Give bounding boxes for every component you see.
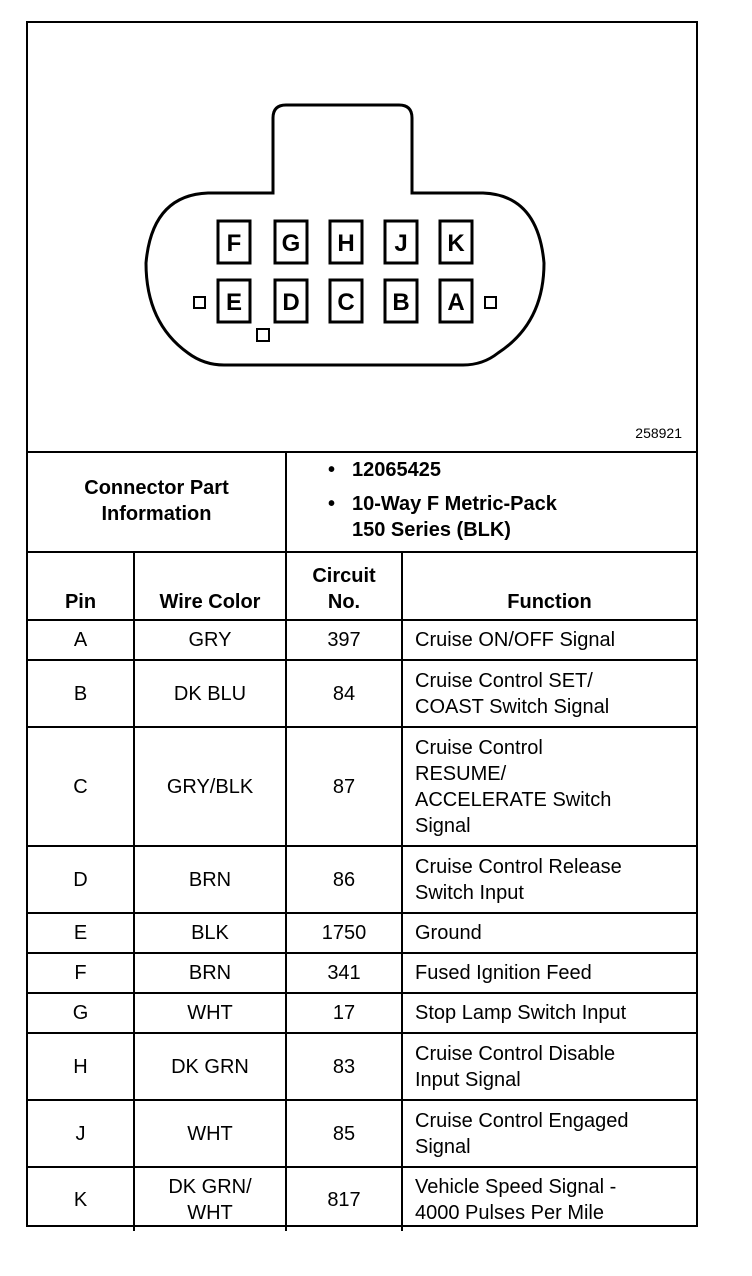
- function-cell: [402, 620, 696, 660]
- wire-color-line: DK GRN/: [168, 1175, 252, 1198]
- connector-face-drawing: [28, 23, 696, 451]
- function-cell: [402, 993, 696, 1033]
- header-pin: Pin: [28, 552, 134, 620]
- pin-cavity-label: E: [225, 289, 243, 316]
- bullet-dot: •: [328, 493, 336, 515]
- wire-color-line: GRY: [188, 629, 232, 651]
- connector-diagram: [28, 23, 696, 453]
- function-cell: [402, 1167, 696, 1231]
- wire-color-cell: [134, 1100, 286, 1167]
- function-line: Signal: [415, 1135, 471, 1158]
- connector-description-line2: 150 Series (BLK): [352, 519, 511, 541]
- circuit-number-cell: 87: [286, 727, 402, 846]
- pin-row: [28, 727, 696, 846]
- function-line: Cruise Control: [415, 736, 543, 759]
- circuit-number-cell: 341: [286, 953, 402, 993]
- pin-table-body: [28, 620, 696, 1231]
- pin-cell: C: [28, 727, 134, 846]
- pin-cavity-label: J: [394, 230, 408, 257]
- function-line: ACCELERATE Switch: [415, 788, 612, 811]
- header-circuit-line1: Circuit: [312, 565, 376, 587]
- info-label-line2: Information: [101, 503, 212, 525]
- circuit-number-cell: 83: [286, 1033, 402, 1100]
- function-line: Fused Ignition Feed: [415, 962, 592, 984]
- pin-cell: A: [28, 620, 134, 660]
- function-line: RESUME/: [415, 762, 507, 785]
- wire-color-cell: [134, 913, 286, 953]
- pin-table-header-row: [28, 552, 696, 620]
- wire-color-line: WHT: [187, 1201, 233, 1224]
- function-line: Signal: [415, 814, 471, 837]
- pin-cavity-label: F: [226, 230, 242, 257]
- function-cell: [402, 1033, 696, 1100]
- pin-cavity-label: A: [447, 289, 465, 316]
- pin-row: [28, 1033, 696, 1100]
- wire-color-line: DK GRN: [171, 1055, 249, 1078]
- circuit-number-cell: 84: [286, 660, 402, 727]
- info-bullet-item: [328, 491, 688, 543]
- pin-row: [28, 620, 696, 660]
- function-line: 4000 Pulses Per Mile: [415, 1201, 604, 1224]
- pin-cell: G: [28, 993, 134, 1033]
- pin-cavity-label: C: [337, 289, 355, 316]
- function-line: Stop Lamp Switch Input: [415, 1002, 627, 1024]
- pin-cavity-label: D: [282, 289, 300, 316]
- pin-cell: B: [28, 660, 134, 727]
- wire-color-cell: [134, 1033, 286, 1100]
- function-line: Ground: [415, 922, 482, 944]
- pin-cavity-label: G: [281, 230, 301, 257]
- function-cell: [402, 846, 696, 913]
- info-bullet-list: [328, 457, 688, 551]
- circuit-number-cell: 86: [286, 846, 402, 913]
- circuit-number-cell: 17: [286, 993, 402, 1033]
- function-line: Cruise ON/OFF Signal: [415, 629, 616, 651]
- function-line: Input Signal: [415, 1068, 521, 1091]
- figure-number: 258921: [635, 425, 682, 441]
- wire-color-line: GRY/BLK: [166, 775, 254, 798]
- pin-cell: J: [28, 1100, 134, 1167]
- info-label: [28, 451, 287, 551]
- function-line: Cruise Control Release: [415, 855, 622, 878]
- wire-color-line: WHT: [187, 1122, 233, 1145]
- function-cell: [402, 1100, 696, 1167]
- circuit-number-cell: 85: [286, 1100, 402, 1167]
- function-line: Vehicle Speed Signal -: [415, 1175, 617, 1198]
- pin-row: [28, 1100, 696, 1167]
- wire-color-cell: [134, 660, 286, 727]
- pin-row: [28, 913, 696, 953]
- pin-cell: D: [28, 846, 134, 913]
- pin-row: [28, 993, 696, 1033]
- pin-cavity-label: B: [392, 289, 410, 316]
- bullet-dot: •: [328, 459, 336, 481]
- wire-color-cell: [134, 993, 286, 1033]
- function-line: Cruise Control Engaged: [415, 1109, 629, 1132]
- circuit-number-cell: 817: [286, 1167, 402, 1231]
- key-square-right: [485, 297, 496, 308]
- pin-cell: H: [28, 1033, 134, 1100]
- wire-color-line: BRN: [188, 962, 232, 984]
- pin-row: [28, 953, 696, 993]
- function-line: Switch Input: [415, 881, 524, 904]
- wire-color-cell: [134, 846, 286, 913]
- wire-color-cell: [134, 727, 286, 846]
- wire-color-line: DK BLU: [173, 682, 247, 705]
- info-label-line1: Connector Part: [84, 477, 229, 499]
- function-line: COAST Switch Signal: [415, 695, 610, 718]
- wire-color-line: BLK: [191, 922, 229, 944]
- header-wire-color: Wire Color: [134, 552, 286, 620]
- function-cell: [402, 913, 696, 953]
- wire-color-cell: [134, 1167, 286, 1231]
- function-cell: [402, 953, 696, 993]
- connector-description-line1: 10-Way F Metric-Pack: [352, 493, 557, 515]
- pin-cavity-label: H: [337, 230, 355, 257]
- connector-part-information: [28, 451, 696, 553]
- header-circuit-no: [286, 552, 402, 620]
- pin-row: [28, 660, 696, 727]
- pin-cells: [218, 221, 472, 322]
- key-square-left: [194, 297, 205, 308]
- pin-cavity-label: K: [447, 230, 465, 257]
- part-number: 12065425: [352, 459, 441, 481]
- circuit-number-cell: 397: [286, 620, 402, 660]
- pin-row: [28, 846, 696, 913]
- function-cell: [402, 727, 696, 846]
- pin-row: [28, 1167, 696, 1231]
- wire-color-line: WHT: [187, 1002, 233, 1024]
- pin-cell: E: [28, 913, 134, 953]
- pin-table: [28, 551, 696, 1231]
- wire-color-cell: [134, 620, 286, 660]
- key-square-bottom: [257, 329, 269, 341]
- wire-color-cell: [134, 953, 286, 993]
- function-cell: [402, 660, 696, 727]
- function-line: Cruise Control SET/: [415, 669, 593, 692]
- function-line: Cruise Control Disable: [415, 1042, 616, 1065]
- header-circuit-line2: No.: [327, 591, 361, 613]
- circuit-number-cell: 1750: [286, 913, 402, 953]
- pin-cell: F: [28, 953, 134, 993]
- connector-sheet: [26, 21, 698, 1227]
- pin-cell: K: [28, 1167, 134, 1231]
- header-function: Function: [402, 552, 696, 620]
- wire-color-line: BRN: [188, 868, 232, 891]
- info-bullet-item: [328, 457, 688, 483]
